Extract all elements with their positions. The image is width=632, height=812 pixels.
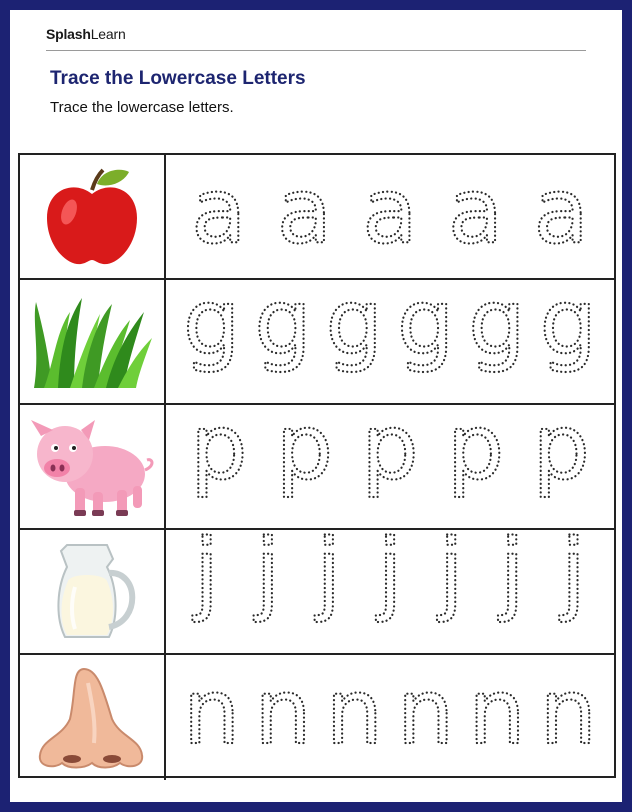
trace-letter-g[interactable]: g [254, 280, 312, 376]
letter-trace-j[interactable] [166, 530, 614, 653]
trace-letter-p[interactable]: p [446, 405, 505, 501]
trace-letter-g[interactable]: g [325, 280, 384, 376]
row-pig [20, 405, 614, 530]
trace-letter-p[interactable]: p [190, 405, 248, 501]
trace-letter-p[interactable]: p [361, 405, 419, 501]
brand-logo: SplashLearn [46, 26, 126, 42]
trace-letter-g[interactable]: g [468, 280, 526, 376]
trace-letter-n[interactable]: n [183, 660, 241, 766]
trace-letter-a[interactable]: a [533, 159, 589, 265]
milk-jug-image [20, 530, 166, 653]
trace-letter-n[interactable]: n [539, 660, 597, 766]
trace-letter-j[interactable]: j [377, 530, 403, 626]
pig-image [20, 405, 166, 528]
row-grass [20, 280, 614, 405]
grass-image [20, 280, 166, 403]
row-nose [20, 655, 614, 780]
tracing-grid [18, 153, 616, 778]
letter-trace-a[interactable] [166, 155, 614, 278]
trace-letter-p[interactable]: p [275, 405, 334, 501]
instruction-text: Trace the lowercase letters. [50, 99, 234, 116]
letter-row-j [166, 530, 614, 653]
trace-letter-j[interactable]: j [438, 530, 464, 626]
row-apple [20, 155, 614, 280]
trace-letter-a[interactable]: a [276, 159, 333, 265]
letter-row-g [166, 280, 614, 403]
trace-letter-j[interactable]: j [255, 530, 281, 626]
trace-letter-j[interactable]: j [499, 530, 525, 626]
letter-row-a [166, 155, 614, 278]
worksheet [10, 10, 622, 802]
trace-letter-j[interactable]: j [560, 530, 586, 626]
trace-letter-j[interactable]: j [194, 530, 220, 626]
row-milk-jug [20, 530, 614, 655]
trace-letter-a[interactable]: a [447, 159, 504, 265]
letter-trace-p[interactable] [166, 405, 614, 528]
trace-letter-a[interactable]: a [191, 159, 247, 265]
header-divider [46, 50, 586, 51]
page-title: Trace the Lowercase Letters [50, 68, 306, 89]
trace-letter-j[interactable]: j [316, 530, 342, 626]
trace-letter-a[interactable]: a [362, 159, 418, 265]
trace-letter-n[interactable]: n [468, 660, 526, 766]
letter-row-p [166, 405, 614, 528]
trace-letter-g[interactable]: g [396, 280, 455, 376]
trace-letter-g[interactable]: g [539, 280, 597, 376]
letter-trace-g[interactable] [166, 280, 614, 403]
trace-letter-n[interactable]: n [397, 660, 455, 766]
trace-letter-g[interactable]: g [183, 280, 241, 376]
apple-image [20, 155, 166, 278]
letter-trace-n[interactable] [166, 655, 614, 780]
trace-letter-n[interactable]: n [254, 660, 312, 766]
letter-row-n [166, 655, 614, 780]
trace-letter-p[interactable]: p [532, 405, 590, 501]
nose-image [20, 655, 166, 780]
trace-letter-n[interactable]: n [325, 660, 383, 766]
